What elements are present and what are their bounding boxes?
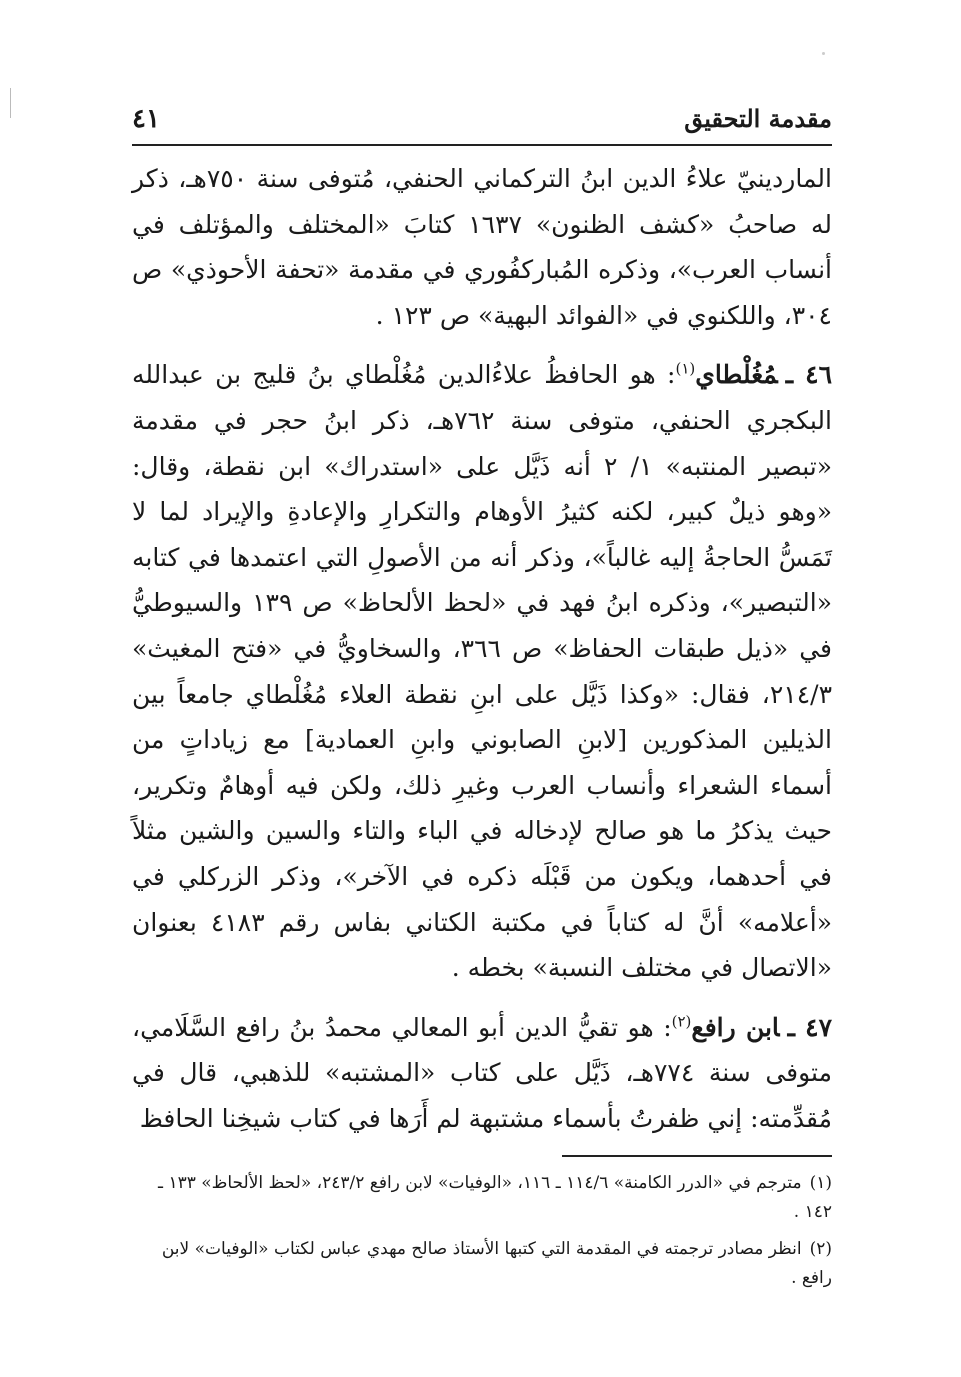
page-body (132, 156, 832, 1141)
footnote-text: انظر مصادر ترجمته في المقدمة التي كتبها الأستاذ صالح مهدي عباس لكتاب «الوفيات» لابن رافع . (161, 1239, 832, 1289)
book-page (132, 104, 832, 1301)
entry-name: مُغُلْطاي (695, 360, 778, 390)
footnote-number: (١) (809, 1173, 832, 1194)
entry-text: : هو تقيُّ الدين أبو المعالي محمدُ بنُ رافع السَّلَامي، متوفى سنة ٧٧٤هـ، ذَيَّل على كتاب «المشتبه» للذهبي، قال في مُقدِّمته: إني ظفرتُ بأسماء مشتبهة لم أَرَها في كتاب شيخِنا الحافظ (132, 1012, 832, 1133)
footnote-number: (٢) (809, 1239, 832, 1260)
entry-text: : هو الحافظُ علاءُالدين مُغُلْطاي بنُ قليج بن عبدالله البكجري الحنفي، متوفى سنة ٧٦٢هـ، ذكر ابنُ حجر في مقدمة «تبصير المنتبه» ١/ ٢ أنه ذَيَّل على «استدراك» ابن نقطة، وقال: «وهو ذيلٌ كبير، لكنه كثيرُ الأوهام والتكرارِ والإعادةِ والإيراد لما لا تَمَسُّ الحاجةُ إليه غالباً»، وذكر أنه من الأصولِ التي اعتمدها في كتابه «التبصير»، وذكره ابنُ فهد في «لحظ الألحاظ» ص ١٣٩ والسيوطيُّ في «ذيل طبقات الحفاظ» ص ٣٦٦، والسخاويُّ في «فتح المغيث» ٢١٤/٣، فقال: «وكذا ذَيَّل على ابنِ نقطة العلاء مُغُلْطاي جامعاً بين الذيلين المذكورين [لابنِ الصابوني وابنِ العمادية] مع زياداتٍ من أسماء الشعراء وأنساب العرب وغيرِ ذلك، ولكن فيه أوهامٌ وتكرير، حيث يذكرُ ما هو صالح لإدخاله في الباء والتاء والسين والشين مثلاً في أحدهما، ويكون من قَبْلَه ذكره في الآخر»، وذكر الزركلي في «أعلامه» أنَّ له كتاباً في مكتبة الكتاني بفاس رقم ٤١٨٣ بعنوان «الاتصال في مختلف النسبة» بخطه . (132, 360, 833, 983)
scan-margin-mark (10, 88, 11, 118)
footnote-2 (132, 1235, 832, 1293)
footnote-text: مترجم في «الدرر الكامنة» ١١٤/٦ ـ ١١٦، «الوفيات» لابن رافع ٢٤٣/٢، «لحظ الألحاظ» ١٣٣ ـ ١٤٢ . (158, 1173, 832, 1223)
footnote-separator (562, 1155, 832, 1157)
page-number: ٤١ (132, 104, 160, 134)
running-title: مقدمة التحقيق (684, 104, 832, 133)
entry-47 (132, 1005, 832, 1142)
footnote-1 (132, 1169, 832, 1227)
footnote-reference: (٢) (671, 1012, 692, 1031)
footnote-reference: (١) (675, 360, 696, 379)
entry-name: ابن رافع (691, 1012, 780, 1042)
entry-number: ٤٦ ـ (785, 360, 832, 390)
running-header (132, 104, 832, 146)
paragraph-text: الماردينيّ علاءُ الدين ابنُ التركماني الحنفي، مُتوفى سنة ٧٥٠هـ، ذكر له صاحبُ «كشف الظنون» ١٦٣٧ كتابَ «المختلف والمؤتلف في أنساب العرب»، وذكره المُباركفُوري في مقدمة «تحفة الأحوذي» ص ٣٠٤، واللكنوي في «الفوائد البهية» ص ١٢٣ . (132, 164, 832, 330)
entry-46 (132, 352, 832, 990)
scan-speck (822, 52, 825, 55)
footnotes (132, 1169, 832, 1293)
paragraph-continuation (132, 156, 832, 338)
entry-number: ٤٧ ـ (787, 1012, 833, 1042)
